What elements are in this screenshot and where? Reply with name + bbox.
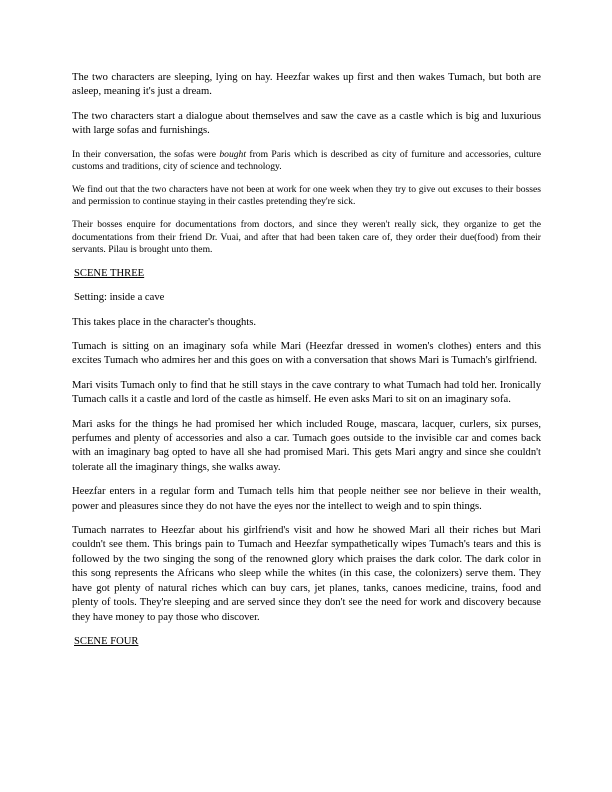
paragraph-heezfar-enters: Heezfar enters in a regular form and Tumach tells him that people neither see nor believe in their wealth, power and pleasures since they do not have the eyes nor the intellect to weigh and to spin things. xyxy=(72,486,541,512)
paragraph-sofas-paris xyxy=(72,149,541,174)
paragraph-mari-enters: Tumach is sitting on an imaginary sofa while Mari (Heezfar dressed in women's clothes) enters and this excites Tumach who admires her and this goes on with a conversation that shows Mari is Tumach's girlfriend. xyxy=(72,341,541,367)
document-page xyxy=(72,71,541,659)
paragraph-sofas-text-1: In their conversation, the sofas were xyxy=(72,148,220,160)
paragraph-dream: The two characters are sleeping, lying on hay. Heezfar wakes up first and then wakes Tumach, but both are asleep, meaning it's just a dream. xyxy=(72,72,541,98)
paragraph-mari-asks: Mari asks for the things he had promised her which included Rouge, mascara, lacquer, curlers, six purses, perfumes and plenty of accessories and also a car. Tumach goes outside to the invisible car and comes back with an imaginary bag opted to have all she had promised Mari. This gets Mari angry and since she couldn't tolerate all the imaginary things, she walks away. xyxy=(72,418,541,473)
paragraph-cave-castle: The two characters start a dialogue about themselves and saw the cave as a castle which is big and luxurious with large sofas and furnishings. xyxy=(72,110,541,137)
scene-four-heading: SCENE FOUR xyxy=(74,635,139,647)
paragraph-sofas-text-2: from Paris which is described as city of furniture and accessories, culture customs and traditions, city of science and technology. xyxy=(72,148,541,173)
paragraph-documentations: Their bosses enquire for documentations from doctors, and since they weren't really sick, they organize to get the documentations from their friend Dr. Vuai, and after that had been taken care of, they order their due(food) from their servants. Pilau is brought unto them. xyxy=(72,219,541,256)
paragraph-song: Tumach narrates to Heezfar about his girlfriend's visit and how he showed Mari all their riches but Mari couldn't see them. This brings pain to Tumach and Heezfar sympathetically wipes Tumach's tears and this is followed by the two singing the song of the renowned glory which praises the dark color. The dark color in this song represents the Africans who sleep while the whites (in this case, the colonizers) serve them. They have got plenty of natural riches which can buy cars, jet planes, tanks, canoes medicine, trains, food and plenty of tools. They're sleeping and are served since they don't see the need for work and discovery because they have money to pay those who discover. xyxy=(72,525,541,623)
paragraph-mari-visits: Mari visits Tumach only to find that he still stays in the cave contrary to what Tumach had told her. Ironically Tumach calls it a castle and lord of the castle as himself. He even asks Mari to sit on an imaginary sofa. xyxy=(72,379,541,406)
setting-line: Setting: inside a cave xyxy=(74,292,165,304)
paragraph-thoughts: This takes place in the character's thoughts. xyxy=(72,316,256,328)
scene-three-heading: SCENE THREE xyxy=(74,267,145,279)
paragraph-excuses: We find out that the two characters have not been at work for one week when they try to give out excuses to their bosses and permission to continue staying in their castles pretending they're sick. xyxy=(72,183,541,208)
paragraph-sofas-italic: bought xyxy=(219,148,247,160)
